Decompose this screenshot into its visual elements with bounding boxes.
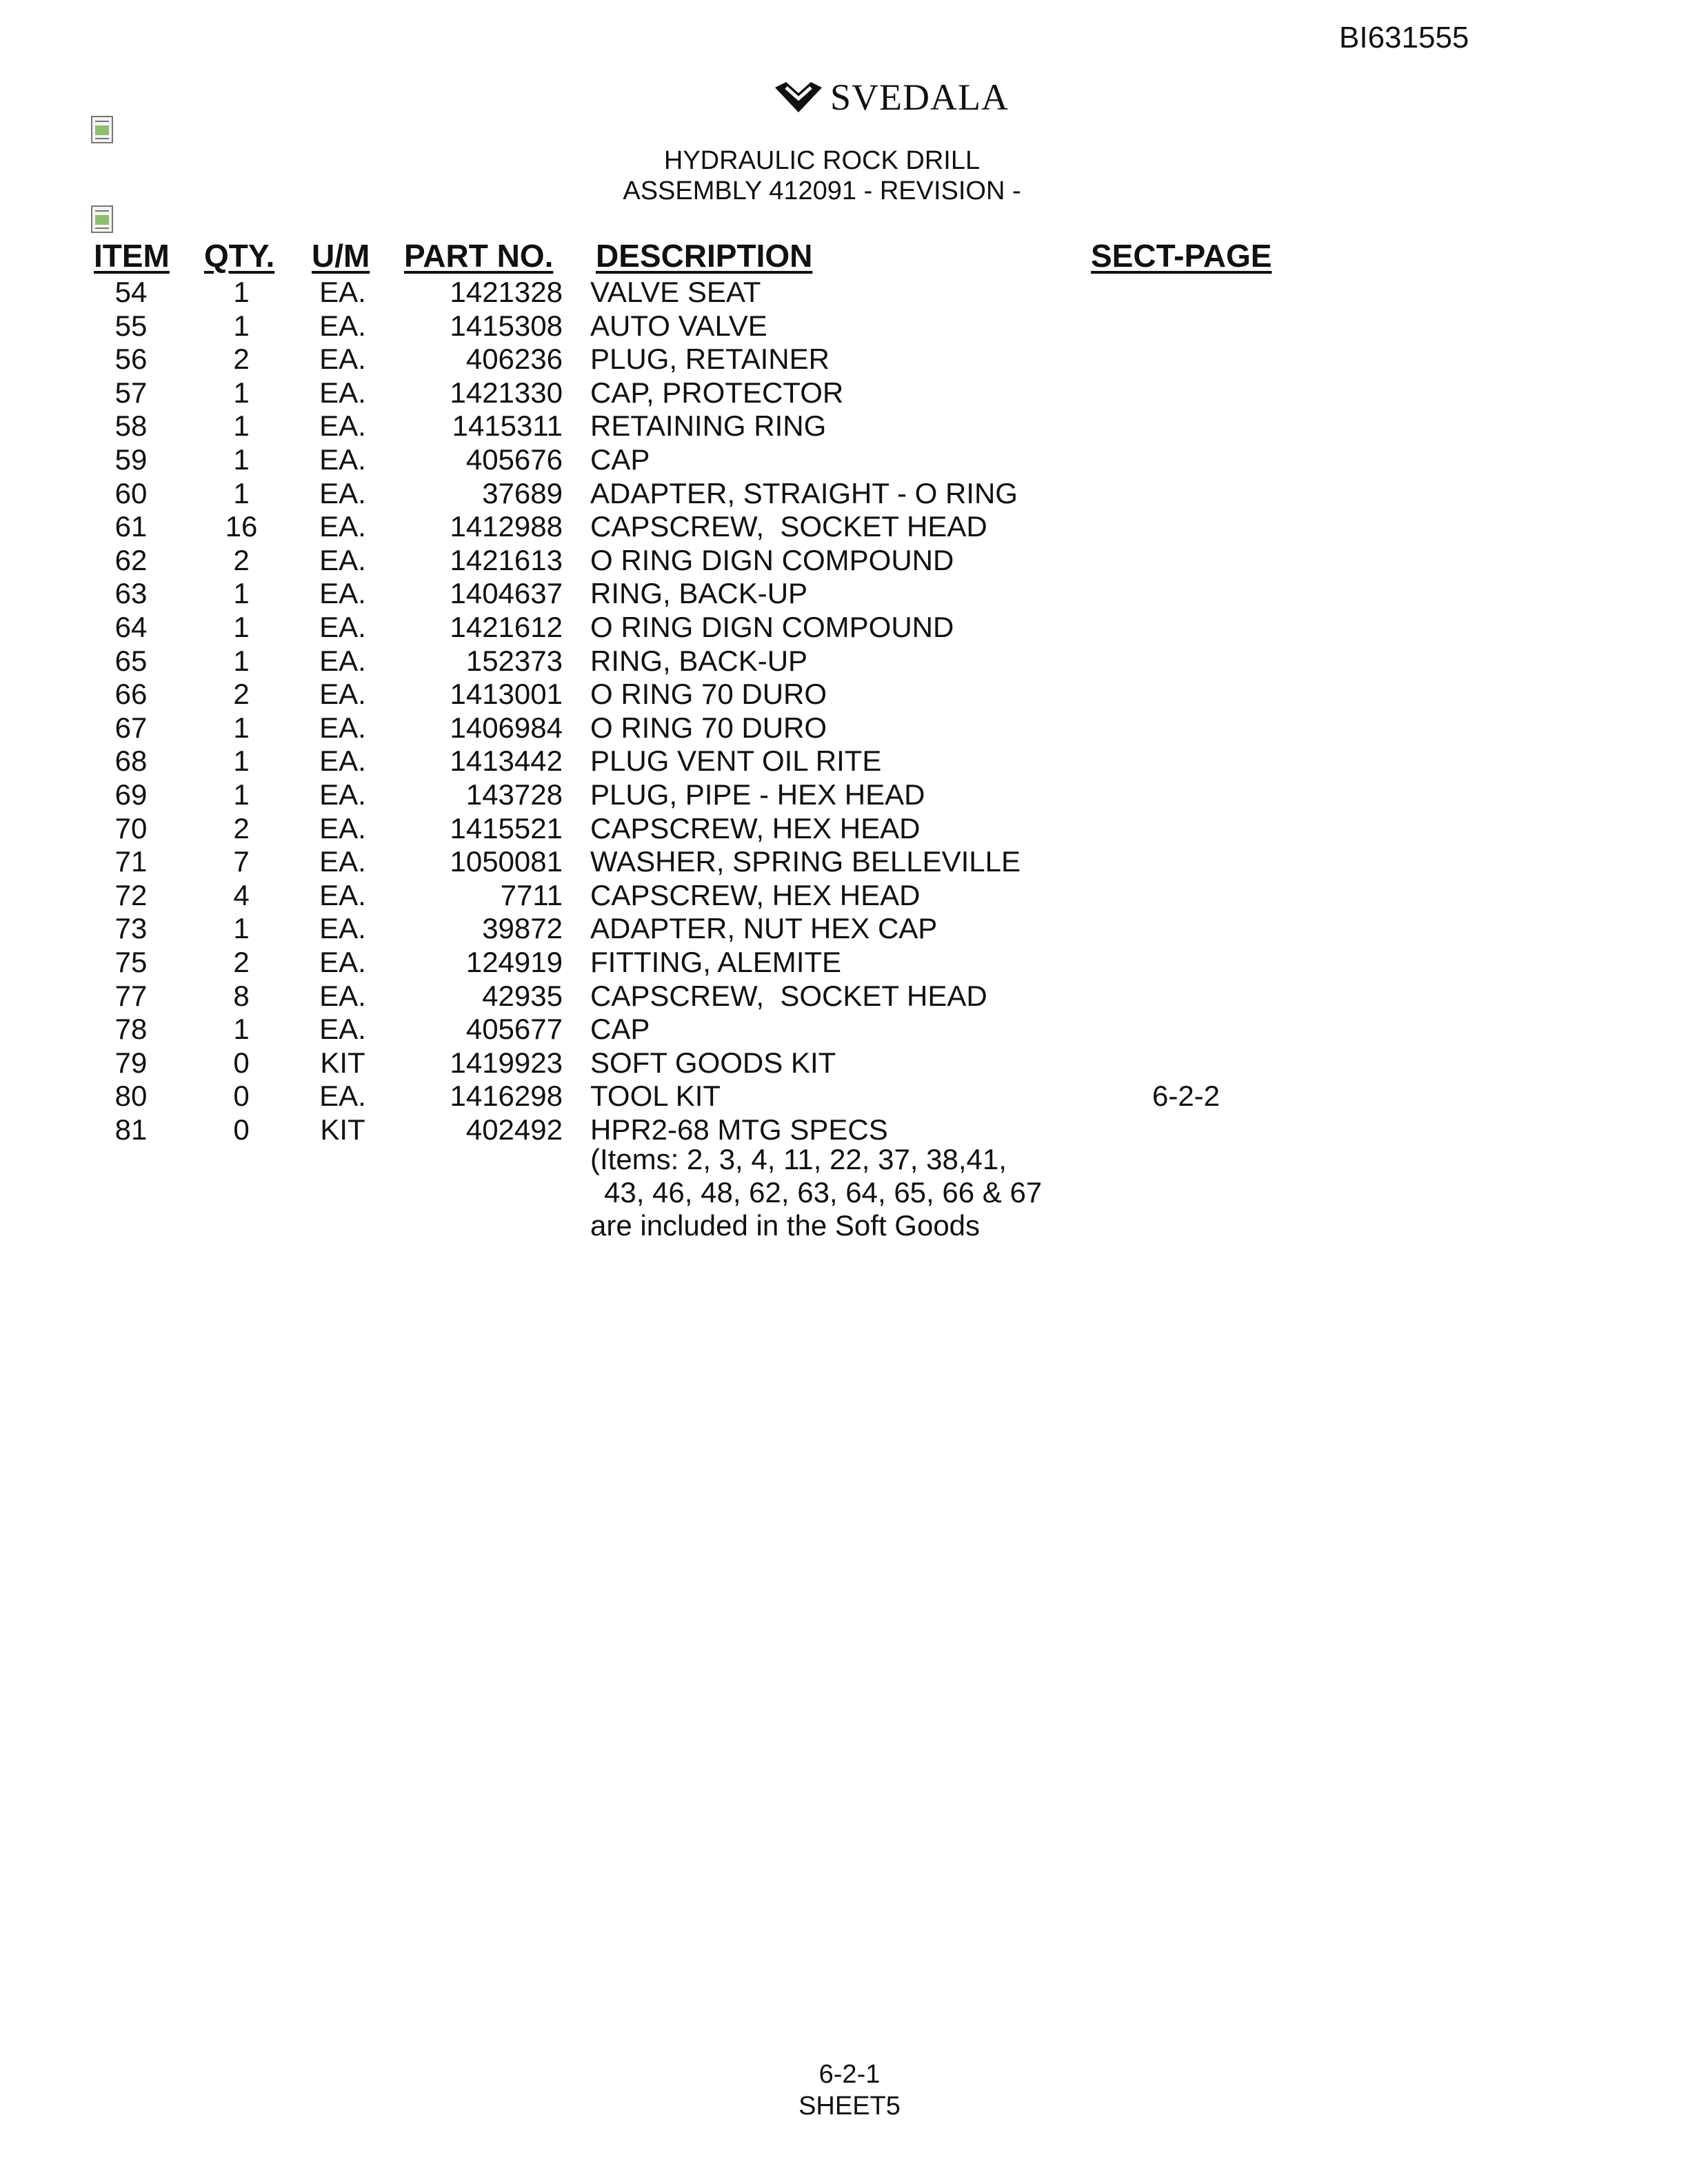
- description-cell: CAP: [590, 1013, 650, 1046]
- unit-of-measure-cell: EA.: [319, 979, 366, 1012]
- unit-of-measure-cell: EA.: [319, 644, 366, 677]
- part-number-cell: 1412988: [450, 510, 563, 543]
- svedala-logo-icon: [771, 78, 826, 117]
- table-row: [0, 276, 1688, 309]
- quantity-cell: 8: [233, 979, 250, 1012]
- unit-of-measure-cell: EA.: [319, 343, 366, 376]
- item-number-cell: 72: [114, 878, 148, 911]
- item-number-cell: 75: [114, 946, 148, 978]
- table-row: [0, 477, 1688, 510]
- quantity-cell: 1: [233, 577, 250, 610]
- description-cell: O RING DIGN COMPOUND: [590, 611, 954, 643]
- description-cell: ADAPTER, STRAIGHT - O RING: [590, 476, 1018, 509]
- part-number-cell: 1050081: [450, 845, 563, 878]
- description-cell: PLUG VENT OIL RITE: [590, 745, 882, 778]
- item-number-cell: 68: [114, 745, 148, 778]
- document-icon: [90, 114, 116, 145]
- part-number-cell: 143728: [465, 778, 563, 811]
- quantity-cell: 1: [233, 376, 250, 409]
- description-cell: AUTO VALVE: [590, 309, 767, 342]
- part-number-cell: 1415521: [450, 811, 563, 845]
- table-row: [0, 510, 1688, 543]
- part-number-cell: 39872: [482, 912, 563, 945]
- item-number-cell: 81: [114, 1113, 148, 1146]
- unit-of-measure-cell: EA.: [319, 410, 366, 443]
- soft-goods-note-line-2: 43, 46, 48, 62, 63, 64, 65, 66 & 67: [604, 1176, 1043, 1209]
- description-cell: RETAINING RING: [590, 410, 827, 443]
- quantity-cell: 1: [233, 410, 250, 443]
- unit-of-measure-cell: EA.: [319, 878, 366, 911]
- table-row: [0, 544, 1688, 577]
- quantity-cell: 0: [233, 1046, 250, 1079]
- quantity-cell: 7: [233, 845, 250, 878]
- part-number-cell: 402492: [465, 1113, 563, 1146]
- table-row: [0, 343, 1688, 376]
- item-number-cell: 63: [114, 577, 148, 610]
- description-cell: RING, BACK-UP: [590, 644, 808, 677]
- part-number-cell: 1415311: [452, 410, 563, 443]
- part-number-cell: 1421613: [450, 543, 563, 576]
- quantity-cell: 1: [233, 711, 250, 744]
- quantity-cell: 2: [233, 946, 250, 978]
- table-row: [0, 678, 1688, 711]
- quantity-cell: 2: [233, 811, 250, 845]
- part-number-cell: 1416298: [450, 1080, 563, 1113]
- unit-of-measure-cell: EA.: [319, 309, 366, 342]
- quantity-cell: 16: [225, 510, 258, 543]
- quantity-cell: 2: [233, 343, 250, 376]
- table-row: [0, 645, 1688, 678]
- unit-of-measure-cell: KIT: [320, 1046, 365, 1079]
- description-cell: CAPSCREW, SOCKET HEAD: [590, 979, 987, 1012]
- quantity-cell: 1: [233, 644, 250, 677]
- item-number-cell: 54: [114, 276, 148, 308]
- part-number-cell: 1421328: [450, 276, 563, 308]
- quantity-cell: 1: [233, 276, 250, 308]
- unit-of-measure-cell: EA.: [319, 912, 366, 945]
- table-row: [0, 980, 1688, 1013]
- column-header-part-no: PART NO.: [404, 238, 554, 274]
- quantity-cell: 2: [233, 678, 250, 711]
- item-number-cell: 80: [114, 1080, 148, 1113]
- item-number-cell: 61: [114, 510, 148, 543]
- description-cell: HPR2-68 MTG SPECS: [590, 1113, 888, 1146]
- quantity-cell: 1: [233, 443, 250, 476]
- footer-sheet: SHEET5: [798, 2092, 901, 2121]
- assembly-subtitle: ASSEMBLY 412091 - REVISION -: [623, 176, 1021, 205]
- unit-of-measure-cell: EA.: [319, 543, 366, 576]
- item-number-cell: 70: [114, 811, 148, 845]
- part-number-cell: 1421612: [450, 611, 563, 643]
- description-cell: PLUG, RETAINER: [590, 343, 830, 376]
- unit-of-measure-cell: EA.: [319, 811, 366, 845]
- description-cell: RING, BACK-UP: [590, 577, 808, 610]
- table-row: [0, 410, 1688, 443]
- table-row: [0, 310, 1688, 343]
- unit-of-measure-cell: EA.: [319, 745, 366, 778]
- part-number-cell: 1413001: [450, 678, 563, 711]
- document-id: BI631555: [1339, 21, 1469, 54]
- unit-of-measure-cell: EA.: [319, 845, 366, 878]
- unit-of-measure-cell: EA.: [319, 476, 366, 509]
- item-number-cell: 79: [114, 1046, 148, 1079]
- table-row: [0, 1013, 1688, 1046]
- table-row: [0, 1046, 1688, 1080]
- item-number-cell: 67: [114, 711, 148, 744]
- part-number-cell: 1421330: [450, 376, 563, 409]
- part-number-cell: 1415308: [450, 309, 563, 342]
- part-number-cell: 1404637: [450, 577, 563, 610]
- description-cell: VALVE SEAT: [590, 276, 761, 308]
- footer-page-number: 6-2-1: [818, 2060, 881, 2089]
- table-row: [0, 577, 1688, 610]
- unit-of-measure-cell: EA.: [319, 443, 366, 476]
- description-cell: O RING 70 DURO: [590, 678, 827, 711]
- unit-of-measure-cell: EA.: [319, 1080, 366, 1113]
- unit-of-measure-cell: KIT: [320, 1113, 365, 1146]
- quantity-cell: 1: [233, 778, 250, 811]
- item-number-cell: 62: [114, 543, 148, 576]
- item-number-cell: 73: [114, 912, 148, 945]
- description-cell: O RING DIGN COMPOUND: [590, 543, 954, 576]
- part-number-cell: 42935: [482, 979, 563, 1012]
- table-row: [0, 443, 1688, 476]
- soft-goods-note-line-1: (Items: 2, 3, 4, 11, 22, 37, 38,41,: [590, 1143, 1007, 1175]
- table-row: [0, 912, 1688, 945]
- table-row: [0, 845, 1688, 878]
- unit-of-measure-cell: EA.: [319, 1013, 366, 1046]
- table-row: [0, 812, 1688, 845]
- column-header-description: DESCRIPTION: [596, 238, 813, 274]
- item-number-cell: 65: [114, 644, 148, 677]
- description-cell: WASHER, SPRING BELLEVILLE: [590, 845, 1021, 878]
- part-number-cell: 1406984: [450, 711, 563, 744]
- part-number-cell: 1413442: [450, 745, 563, 778]
- item-number-cell: 77: [114, 979, 148, 1012]
- quantity-cell: 1: [233, 611, 250, 643]
- column-header-um: U/M: [312, 238, 370, 274]
- description-cell: CAPSCREW, HEX HEAD: [590, 878, 921, 911]
- item-number-cell: 56: [114, 343, 148, 376]
- table-row: [0, 711, 1688, 745]
- part-number-cell: 124919: [465, 946, 563, 978]
- unit-of-measure-cell: EA.: [319, 946, 366, 978]
- quantity-cell: 0: [233, 1080, 250, 1113]
- part-number-cell: 7711: [500, 878, 563, 911]
- description-cell: CAPSCREW, SOCKET HEAD: [590, 510, 987, 543]
- description-cell: O RING 70 DURO: [590, 711, 827, 744]
- unit-of-measure-cell: EA.: [319, 778, 366, 811]
- brand-name: SVEDALA: [830, 77, 1009, 118]
- quantity-cell: 1: [233, 476, 250, 509]
- description-cell: CAP, PROTECTOR: [590, 376, 844, 409]
- document-title: HYDRAULIC ROCK DRILL: [663, 146, 981, 175]
- part-number-cell: 405677: [465, 1013, 563, 1046]
- description-cell: FITTING, ALEMITE: [590, 946, 842, 978]
- column-header-item: ITEM: [94, 238, 170, 274]
- unit-of-measure-cell: EA.: [319, 611, 366, 643]
- table-row: [0, 745, 1688, 778]
- unit-of-measure-cell: EA.: [319, 577, 366, 610]
- table-row: [0, 1080, 1688, 1113]
- table-row: [0, 376, 1688, 410]
- part-number-cell: 1419923: [450, 1046, 563, 1079]
- table-row: [0, 611, 1688, 644]
- svedala-logo: [771, 76, 1009, 119]
- item-number-cell: 69: [114, 778, 148, 811]
- unit-of-measure-cell: EA.: [319, 276, 366, 308]
- item-number-cell: 59: [114, 443, 148, 476]
- table-row: [0, 879, 1688, 912]
- part-number-cell: 406236: [465, 343, 563, 376]
- part-number-cell: 405676: [465, 443, 563, 476]
- quantity-cell: 1: [233, 309, 250, 342]
- item-number-cell: 58: [114, 410, 148, 443]
- item-number-cell: 57: [114, 376, 148, 409]
- unit-of-measure-cell: EA.: [319, 376, 366, 409]
- column-header-sect-page: SECT-PAGE: [1091, 238, 1272, 274]
- description-cell: SOFT GOODS KIT: [590, 1046, 836, 1079]
- sect-page-cell: 6-2-2: [1152, 1080, 1220, 1113]
- description-cell: TOOL KIT: [590, 1080, 721, 1113]
- table-row: [0, 1113, 1688, 1146]
- unit-of-measure-cell: EA.: [319, 711, 366, 744]
- quantity-cell: 4: [233, 878, 250, 911]
- quantity-cell: 1: [233, 912, 250, 945]
- item-number-cell: 78: [114, 1013, 148, 1046]
- quantity-cell: 0: [233, 1113, 250, 1146]
- quantity-cell: 2: [233, 543, 250, 576]
- item-number-cell: 64: [114, 611, 148, 643]
- item-number-cell: 60: [114, 476, 148, 509]
- unit-of-measure-cell: EA.: [319, 510, 366, 543]
- quantity-cell: 1: [233, 745, 250, 778]
- table-row: [0, 946, 1688, 979]
- quantity-cell: 1: [233, 1013, 250, 1046]
- table-row: [0, 778, 1688, 811]
- column-header-qty: QTY.: [204, 238, 275, 274]
- item-number-cell: 66: [114, 678, 148, 711]
- part-number-cell: 152373: [465, 644, 563, 677]
- unit-of-measure-cell: EA.: [319, 678, 366, 711]
- item-number-cell: 71: [114, 845, 148, 878]
- description-cell: ADAPTER, NUT HEX CAP: [590, 912, 938, 945]
- item-number-cell: 55: [114, 309, 148, 342]
- description-cell: CAP: [590, 443, 650, 476]
- soft-goods-note-line-3: are included in the Soft Goods: [590, 1209, 981, 1242]
- description-cell: PLUG, PIPE - HEX HEAD: [590, 778, 925, 811]
- document-icon: [90, 204, 116, 234]
- description-cell: CAPSCREW, HEX HEAD: [590, 811, 921, 845]
- part-number-cell: 37689: [482, 476, 563, 509]
